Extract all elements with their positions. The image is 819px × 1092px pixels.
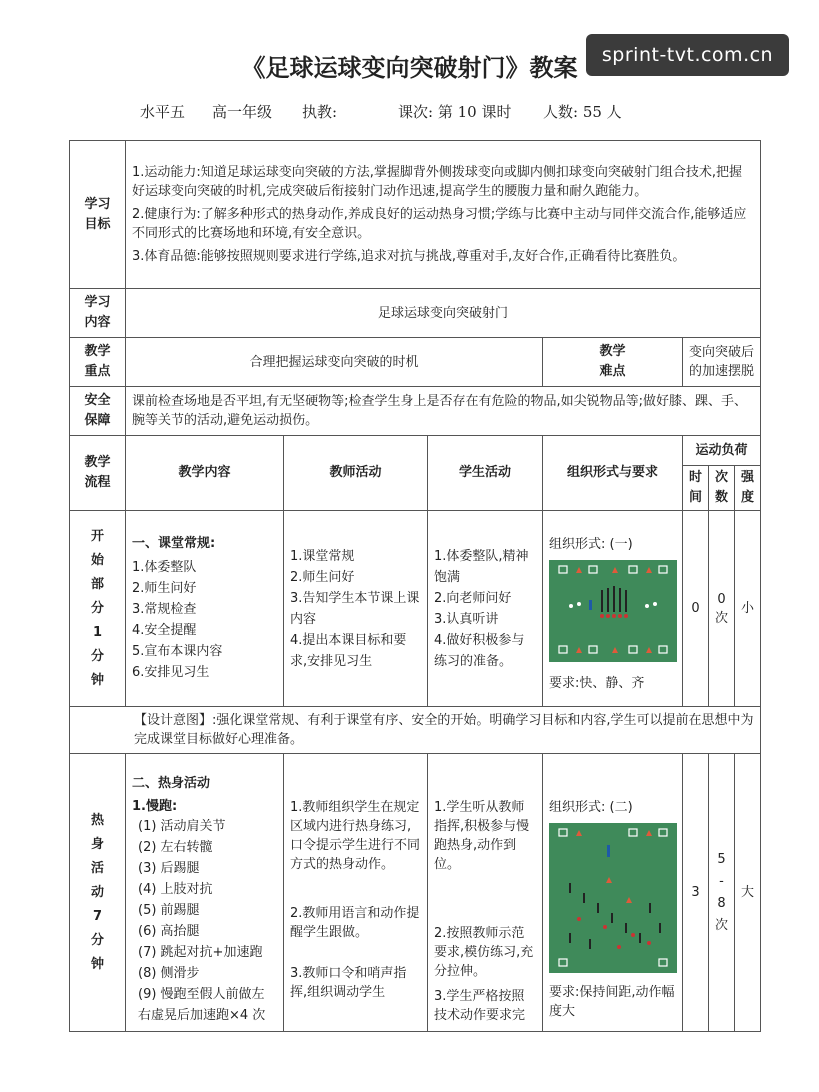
header-load: 运动负荷 <box>683 436 761 466</box>
list-item: 2.按照教师示范要求,模仿练习,充分拉伸。 <box>434 926 534 979</box>
list-item: (8) 侧滑步 <box>138 966 200 981</box>
part2-teacher <box>284 754 428 1032</box>
page-title: 《足球运球变向突破射门》教案 <box>241 53 578 82</box>
part1-title: 一、课堂常规: <box>132 536 216 551</box>
part1-content <box>126 511 284 707</box>
part1-time: 0 <box>683 511 709 707</box>
list-item: (9) 慢跑至假人前做左右虚晃后加速跑×4 次 <box>138 987 266 1023</box>
content-value: 足球运球变向突破射门 <box>126 289 761 338</box>
field-diagram-1-svg <box>549 560 677 662</box>
info-count: 人数: 55 人 <box>543 103 622 121</box>
part2-times: 5 - 8 次 <box>709 754 735 1032</box>
design-row <box>70 707 761 754</box>
part1-row <box>70 511 761 707</box>
part2-org <box>543 754 683 1032</box>
field-diagram-1 <box>549 560 676 668</box>
list-item: (3) 后踢腿 <box>138 861 200 876</box>
part2-org-req: 要求:保持间距,动作幅度大 <box>549 985 675 1019</box>
list-item: 2.师生问好 <box>132 581 197 596</box>
content-row <box>70 289 761 338</box>
list-item: 1.课堂常规 <box>290 548 355 564</box>
part2-label: 热 身 活 动 7 分 钟 <box>70 754 126 1032</box>
header-student: 学生活动 <box>428 436 543 511</box>
key-label: 教学 重点 <box>70 338 126 387</box>
header-org: 组织形式与要求 <box>543 436 683 511</box>
goals-cell <box>126 141 761 289</box>
list-item: 2.向老师问好 <box>434 590 512 606</box>
safety-row <box>70 387 761 436</box>
goals-label: 学习 目标 <box>70 141 126 289</box>
list-item: 4.安全提醒 <box>132 623 197 638</box>
info-lesson: 课次: 第 10 课时 <box>398 103 512 121</box>
list-item: 3.认真听讲 <box>434 611 499 627</box>
info-grade: 高一年级 <box>212 103 273 121</box>
part2-time: 3 <box>683 754 709 1032</box>
goal-3: 3.体育品德:能够按照规则要求进行学练,追求对抗与挑战,尊重对手,友好合作,正确看待比赛胜负。 <box>132 249 686 264</box>
part2-title: 二、热身活动 <box>132 776 211 791</box>
list-item: (1) 活动肩关节 <box>138 819 226 834</box>
list-item: 3.告知学生本节课上课内容 <box>290 590 420 627</box>
part2-subtitle: 1.慢跑: <box>132 799 178 814</box>
list-item: (7) 跳起对抗+加速跑 <box>138 945 263 960</box>
part2-student <box>428 754 543 1032</box>
list-item: 3.教师口令和哨声指挥,组织调动学生 <box>290 966 407 1000</box>
design-intent: 【设计意图】:强化课堂常规、有利于课堂有序、安全的开始。明确学习目标和内容,学生可以提前在思想中为完成课堂目标做好心理准备。 <box>70 707 761 754</box>
part1-intensity: 小 <box>735 511 761 707</box>
key-value: 合理把握运球变向突破的时机 <box>126 338 543 387</box>
header-teacher: 教师活动 <box>284 436 428 511</box>
goal-1: 1.运动能力:知道足球运球变向突破的方法,掌握脚背外侧拨球变向或脚内侧扣球变向突破射门组合技术,把握好运球变向突破的时机,完成突破后衔接射门动作迅速,提高学生的腰腹力量和耐久跑能力。 <box>132 165 743 199</box>
safety-label: 安全 保障 <box>70 387 126 436</box>
list-item: (4) 上肢对抗 <box>138 882 213 897</box>
lesson-plan-table <box>69 140 761 1032</box>
part2-org-title: 组织形式: (二) <box>549 800 633 815</box>
header-time: 时 间 <box>683 466 709 511</box>
list-item: (6) 高抬腿 <box>138 924 200 939</box>
content-label: 学习 内容 <box>70 289 126 338</box>
list-item: 1.教师组织学生在规定区域内进行热身练习,口令提示学生进行不同方式的热身动作。 <box>290 800 421 872</box>
list-item: 2.教师用语言和动作提醒学生跟做。 <box>290 906 420 940</box>
header-row-1 <box>70 436 761 466</box>
list-item: 2.师生问好 <box>290 569 355 585</box>
part2-content <box>126 754 284 1032</box>
part1-org-title: 组织形式: (一) <box>549 537 633 552</box>
part1-org <box>543 511 683 707</box>
list-item: 3.学生严格按照技术动作要求完 <box>434 989 526 1023</box>
safety-value: 课前检查场地是否平坦,有无坚硬物等;检查学生身上是否存在有危险的物品,如尖锐物品等;做好膝、踝、手、腕等关节的活动,避免运动损伤。 <box>126 387 761 436</box>
list-item: 1.学生听从教师指挥,积极参与慢跑热身,动作到位。 <box>434 800 530 872</box>
flow-label: 教学 流程 <box>70 436 126 511</box>
list-item: 1.体委整队 <box>132 560 197 575</box>
part1-times: 0 次 <box>709 511 735 707</box>
list-item: (5) 前踢腿 <box>138 903 200 918</box>
goal-2: 2.健康行为:了解多种形式的热身动作,养成良好的运动热身习惯;学练与比赛中主动与同伴交流合作,能够适应不同形式的比赛场地和环境,有安全意识。 <box>132 207 747 241</box>
list-item: 6.安排见习生 <box>132 665 210 680</box>
list-item: 3.常规检查 <box>132 602 197 617</box>
info-level: 水平五 <box>140 103 186 121</box>
list-item: 4.提出本课目标和要求,安排见习生 <box>290 632 407 669</box>
part1-teacher <box>284 511 428 707</box>
part2-row <box>70 754 761 1032</box>
watermark: sprint-tvt.com.cn <box>586 34 789 76</box>
key-row <box>70 338 761 387</box>
header-content: 教学内容 <box>126 436 284 511</box>
part1-org-req: 要求:快、静、齐 <box>549 676 645 691</box>
list-item: 5.宣布本课内容 <box>132 644 223 659</box>
list-item: 1.体委整队,精神饱满 <box>434 548 529 585</box>
goals-row <box>70 141 761 289</box>
info-teacher: 执教: <box>302 103 338 121</box>
list-item: 4.做好积极参与练习的准备。 <box>434 632 525 669</box>
part1-student <box>428 511 543 707</box>
list-item: (2) 左右转髋 <box>138 840 213 855</box>
part1-label: 开 始 部 分 1 分 钟 <box>70 511 126 707</box>
difficulty-value: 变向突破后的加速摆脱 <box>683 338 761 387</box>
header-intensity: 强 度 <box>735 466 761 511</box>
field-diagram-2 <box>549 823 677 973</box>
header-times: 次 数 <box>709 466 735 511</box>
part2-intensity: 大 <box>735 754 761 1032</box>
difficulty-label: 教学 难点 <box>543 338 683 387</box>
